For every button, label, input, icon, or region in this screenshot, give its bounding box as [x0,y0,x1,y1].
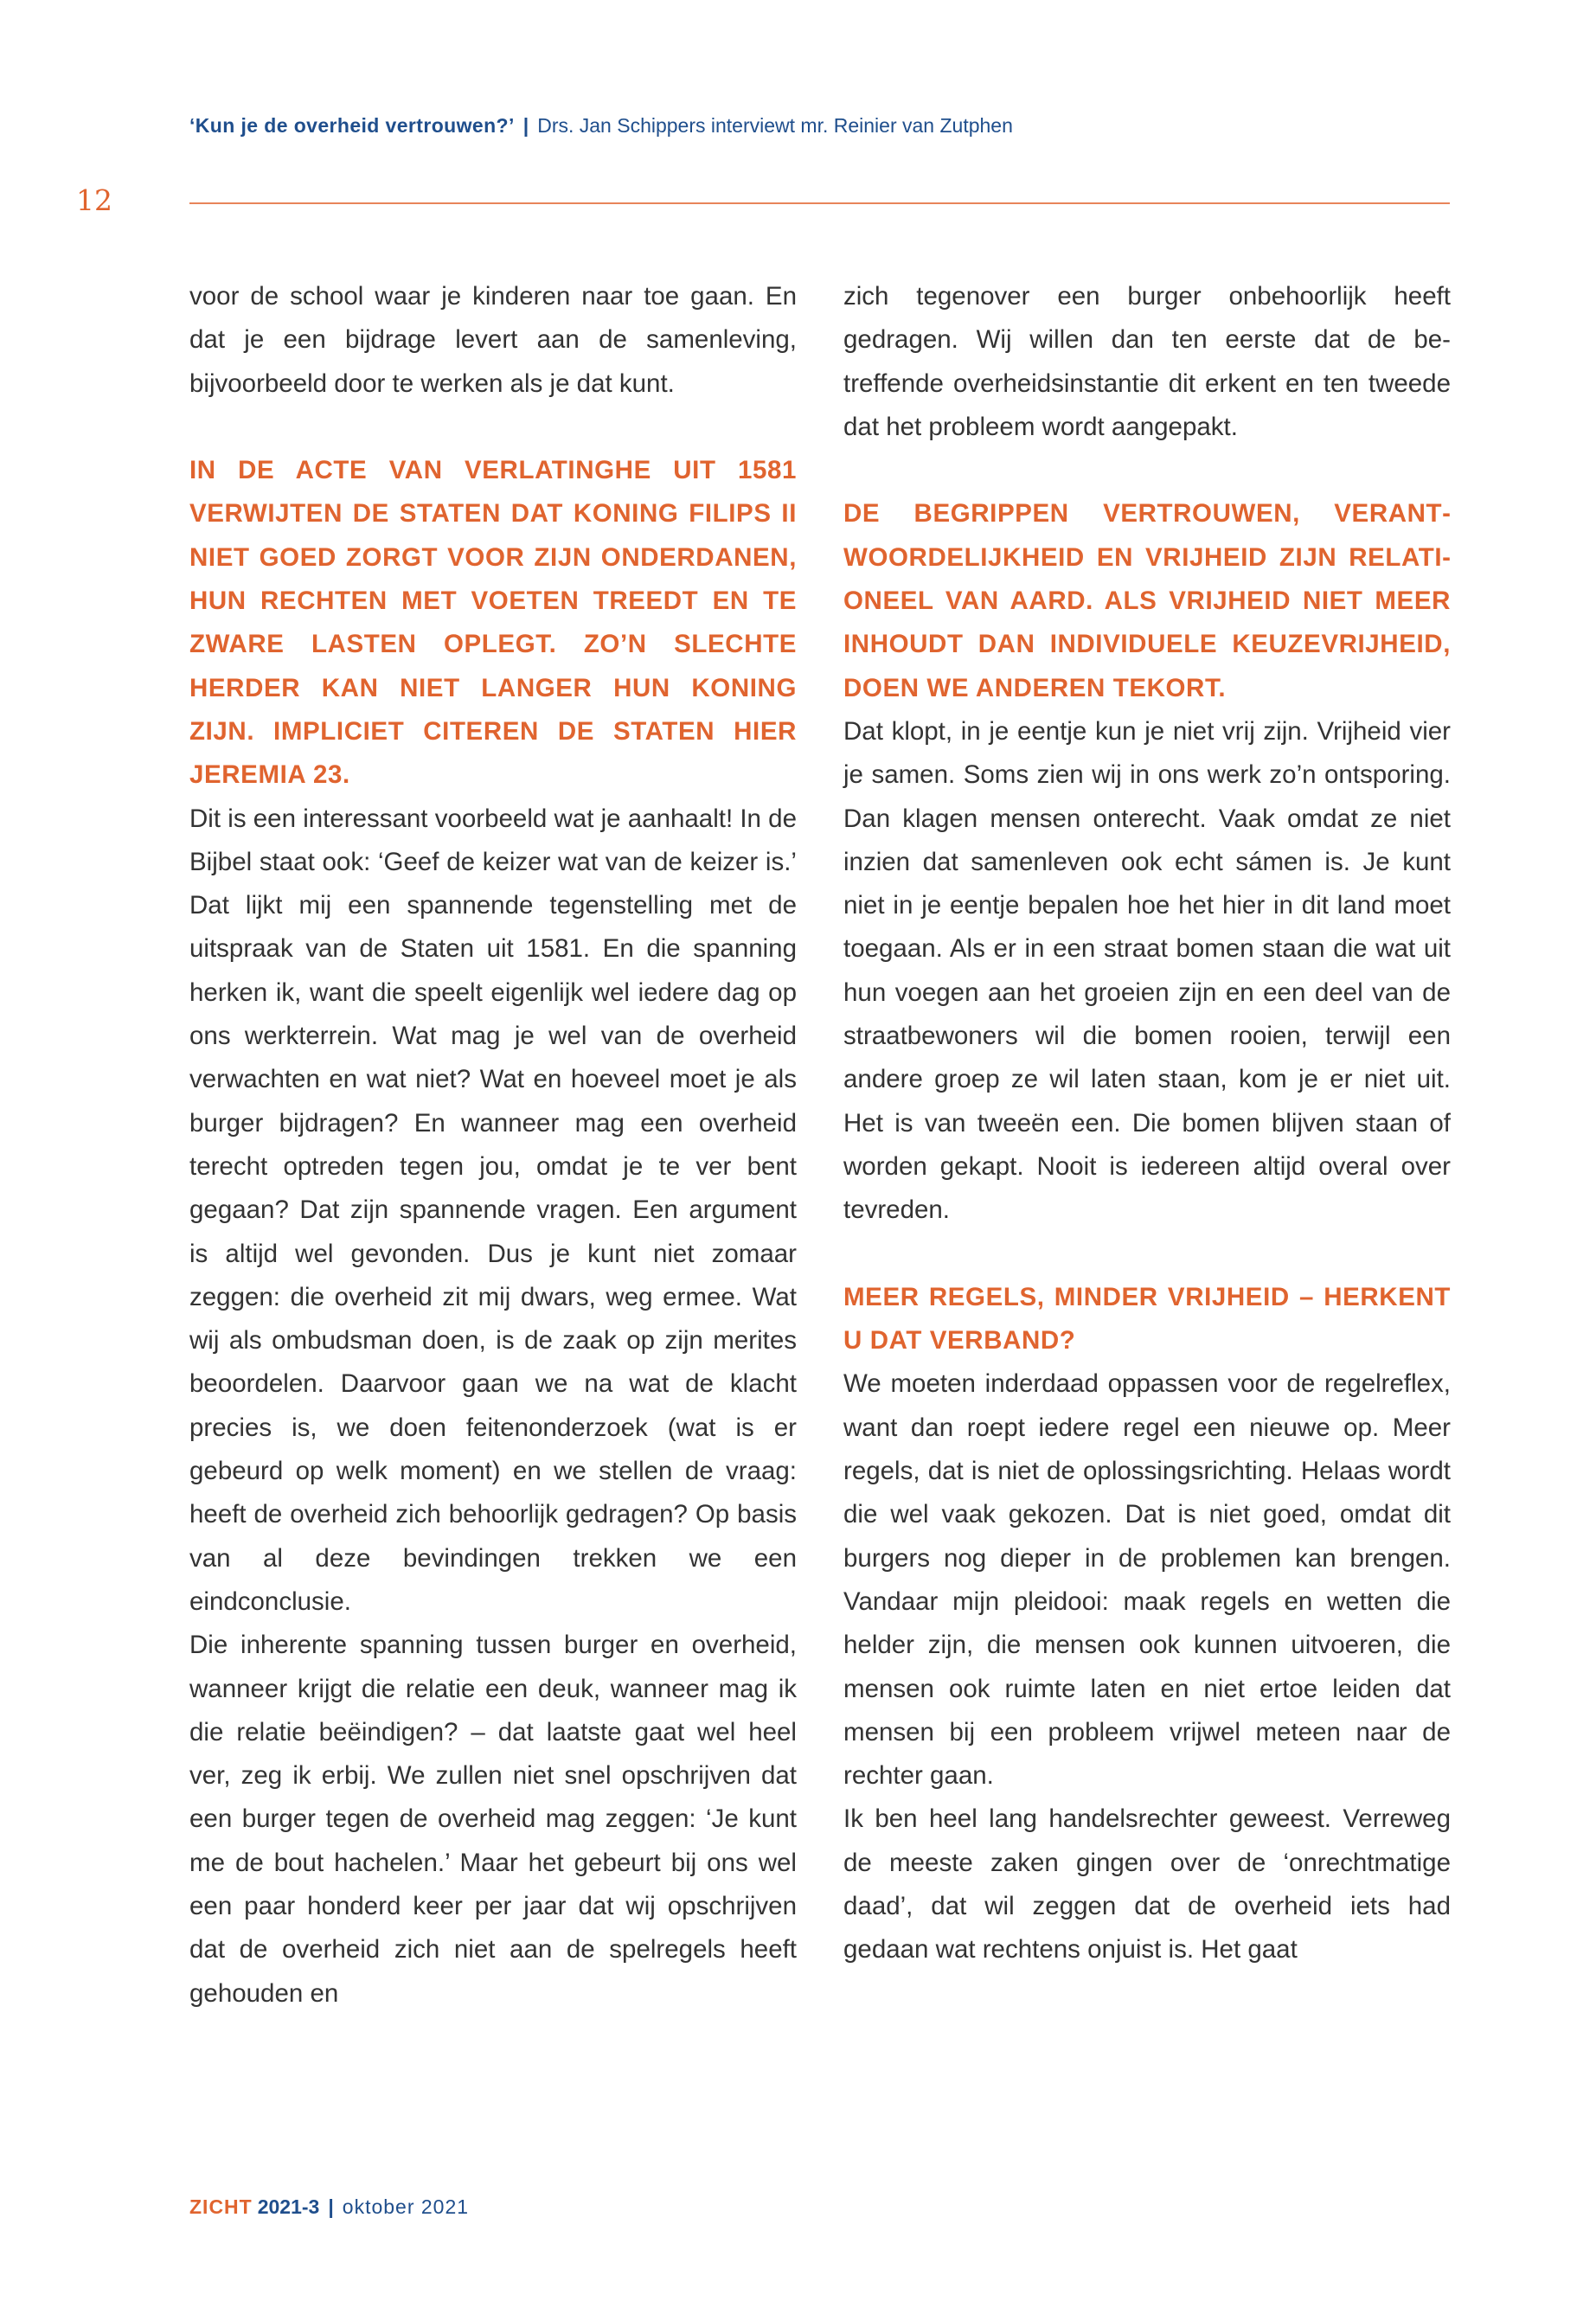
paragraph-gap [189,406,797,449]
body-paragraph: Dit is een interessant voorbeeld wat je aanhaalt! In de Bijbel staat ook: ‘Geef de keizer wat van de keizer is.’ Dat lijkt mij een spannende tegenstelling met de uitspraak van de Staten uit 1581. En die spanning herken ik, want die speelt eigenlijk wel iedere dag op ons werkterrein. Wat mag je wel van de overheid verwachten en wat niet? Wat en hoeveel moet je als burger bijdragen? En wanneer mag een overheid terecht optreden tegen jou, omdat je te ver bent gegaan? Dat zijn spannende vragen. Een argument is altijd wel gevonden. Dus je kunt niet zomaar zeggen: die overheid zit mij dwars, weg ermee. Wat wij als ombudsman doen, is de zaak op zijn merites beoordelen. Daarvoor gaan we na wat de klacht precies is, we doen feitenonderzoek (wat is er gebeurd op welk moment) en we stellen de vraag: heeft de overheid zich behoorlijk gedragen? Op basis van al deze bevindingen trekken we een eindconclusie. [189,804,797,1616]
body-paragraph: We moeten inderdaad oppassen voor de regelreflex, want dan roept iedere regel een nieuwe op. Meer regels, dat is niet de oplossingsrichting. Helaas wordt die wel vaak gekozen. Dat is niet goed, omdat dit burgers nog dieper in de problemen kan brengen. Vandaar mijn pleidooi: maak regels en wetten die helder zijn, die mensen ook kunnen uitvoeren, die mensen ook ruimte laten en niet ertoe leiden dat mensen bij een probleem vrijwel meteen naar de rechter gaan. [843,1369,1451,1791]
body-paragraph: Die inherente spanning tussen burger en overheid, wanneer krijgt die relatie een deuk, wanneer mag ik die relatie beëindigen? – dat laatste gaat wel heel ver, zeg ik erbij. We zullen niet snel opschrijven dat een burger tegen de overheid mag zeggen: ‘Je kunt me de bout hachelen.’ Maar het gebeurt bij ons wel een paar honderd keer per jaar dat wij opschrijven dat de overheid zich niet aan de spelregels heeft gehouden en [189,1631,797,2008]
issue-number: 2021-3 [257,2195,320,2218]
article-title: ‘Kun je de overheid vertrouwen?’ [189,114,515,137]
paragraph-gap [843,449,1451,492]
article-subtitle: Drs. Jan Schippers interviewt mr. Reinier van Zutphen [537,114,1013,137]
body-paragraph: Dat klopt, in je eentje kun je niet vrij zijn. Vrijheid vier je samen. Soms zien wij in ons werk zo’n ontsporing. Dan klagen mensen onterecht. Vaak omdat ze niet inzien dat samenleven ook echt sámen is. Je kunt niet in je eentje bepalen hoe het hier in dit land moet toegaan. Als er in een straat bomen staan die wat uit hun voegen aan het groeien zijn en een deel van de straatbewoners wil die bomen rooien, terwijl een andere groep ze wil laten staan, kom je er niet uit. Het is van tweeën een. Die bomen blijven staan of worden gekapt. Nooit is iedereen altijd overal over tevreden. [843,716,1451,1225]
body-paragraph: Ik ben heel lang handelsrechter geweest. Verreweg de meeste zaken gingen over de ‘onrechtmatige daad’, dat wil zeggen dat de overheid iets had gedaan wat rechtens onjuist is. Het gaat [843,1804,1451,1965]
interview-question: DE BEGRIPPEN VERTROUWEN, VERANTWOORDELIJKHEID EN VRIJHEID ZIJN RELATIONEEL VAN AARD. ALS VRIJHEID NIET MEER INHOUDT DAN INDIVIDUELE KEUZEVRIJHEID, DOEN WE ANDEREN TEKORT. [843,499,1451,702]
running-header [189,114,1013,138]
page-number: 12 [76,183,112,217]
interview-question: IN DE ACTE VAN VERLATINGHE UIT 1581 VERWIJTEN DE STATEN DAT KONING FILIPS II NIET GOED ZORGT VOOR ZIJN ONDERDANEN, HUN RECHTEN MET VOETEN TREEDT EN TE ZWARE LASTEN OPLEGT. ZO’N SLECHTE HERDER KAN NIET LANGER HUN KONING ZIJN. IMPLICIET CITEREN DE STATEN HIER JEREMIA 23. [189,456,797,790]
footer-separator: | [328,2195,334,2218]
right-column [843,275,1451,1972]
page-footer [189,2195,469,2219]
paragraph-gap [843,1233,1451,1276]
issue-date: oktober 2021 [342,2195,470,2218]
magazine-name: ZICHT [189,2195,253,2218]
interview-question: MEER REGELS, MINDER VRIJHEID – HERKENT U DAT VERBAND? [843,1282,1451,1356]
left-column [189,275,797,2016]
header-separator: | [522,114,529,137]
body-paragraph: zich tegenover een burger onbehoorlijk heeft gedragen. Wij willen dan ten eerste dat de betreffende overheidsinstantie dit erkent en ten tweede dat het probleem wordt aangepakt. [843,282,1451,441]
header-divider [189,202,1450,204]
body-paragraph: voor de school waar je kinderen naar toe gaan. En dat je een bijdrage levert aan de samenleving, bijvoorbeeld door te werken als je dat kunt. [189,282,797,398]
